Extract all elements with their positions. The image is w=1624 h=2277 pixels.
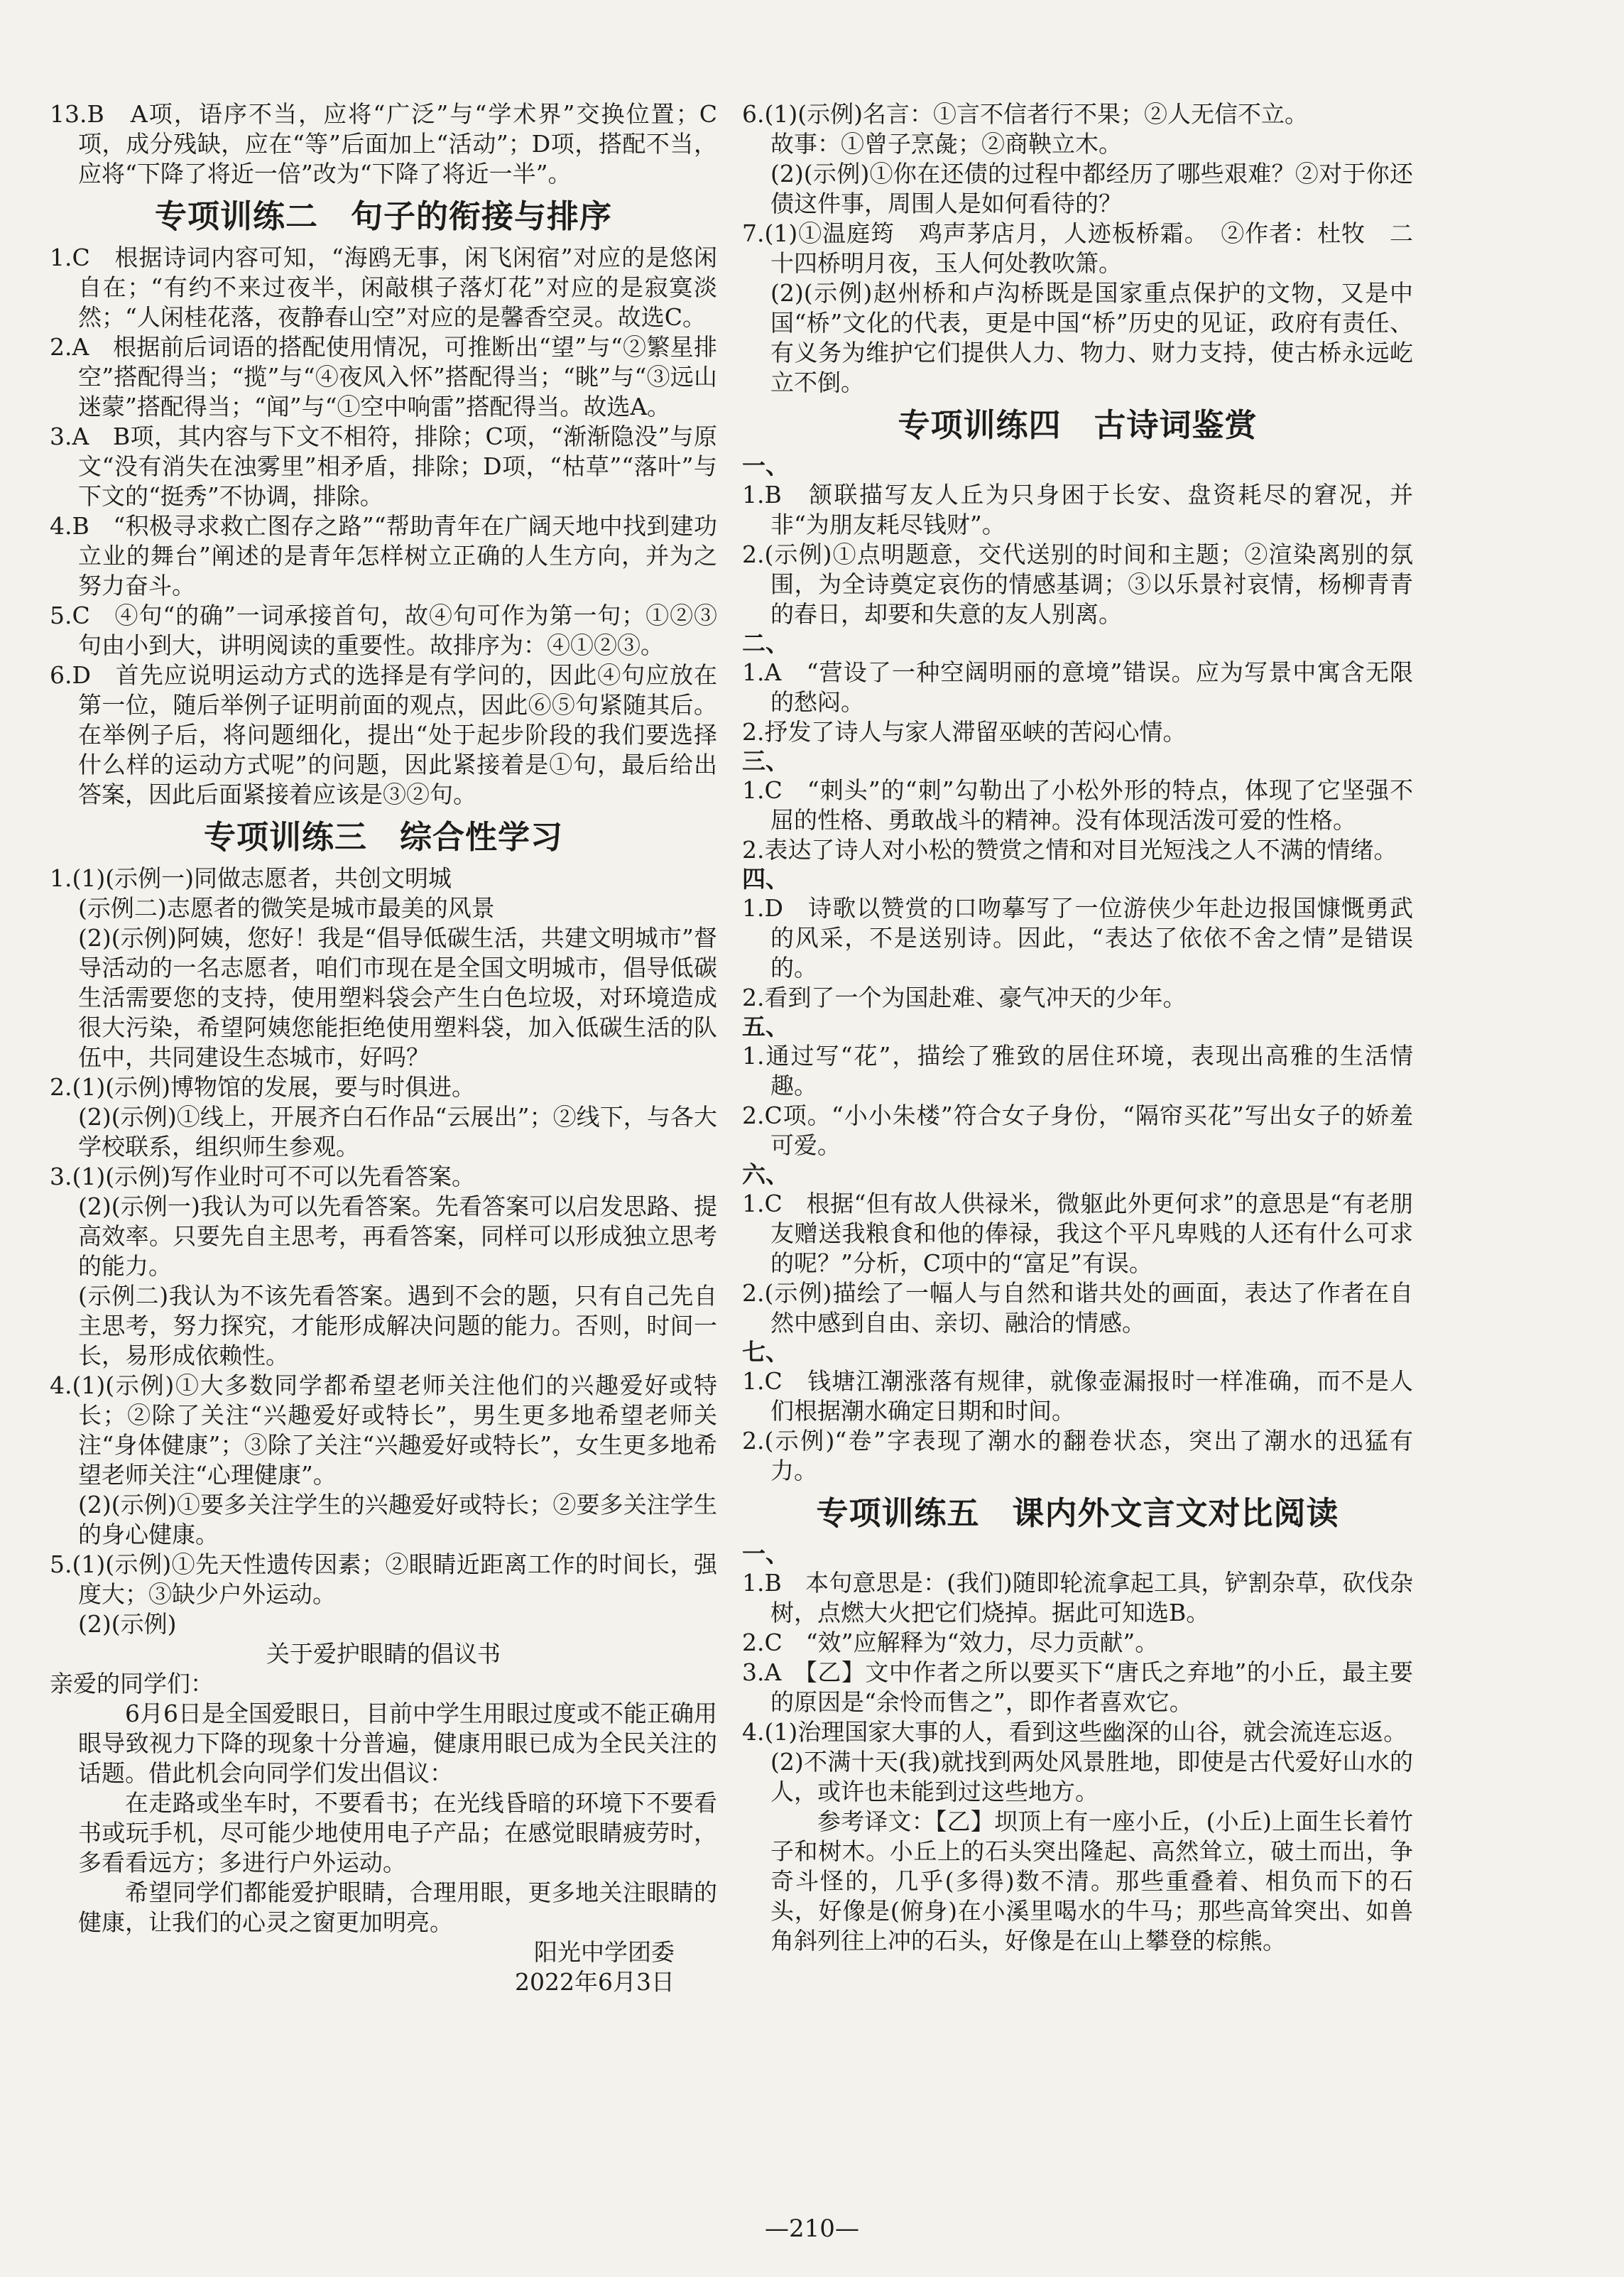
sub-section-label: 七、 — [742, 1338, 789, 1366]
sub-section-label: 三、 — [742, 747, 789, 775]
answer-item: 2.C “效”应解释为“效力，尽力贡献”。 — [742, 1629, 1159, 1656]
answer-item: 1.C “刺头”的“刺”勾勒出了小松外形的特点，体现了它坚强不屈的性格、勇敢战斗的精神。没有体现活泼可爱的性格。 — [742, 776, 1413, 834]
section-heading-2: 专项训练二 句子的衔接与排序 — [154, 197, 612, 235]
section-heading-3: 专项训练三 综合性学习 — [203, 818, 563, 856]
section-4-answers — [742, 452, 1413, 1486]
answer-item: 1.D 诗歌以赞赏的口吻摹写了一位游侠少年赴边报国慷慨勇武的风采，不是送别诗。因此，“表达了依依不舍之情”是错误的。 — [742, 894, 1413, 982]
answer-item: 1.B 本句意思是：(我们)随即轮流拿起工具，铲割杂草，砍伐杂树，点燃大火把它们烧掉。据此可知选B。 — [742, 1569, 1413, 1626]
answer-item: 2.抒发了诗人与家人滞留巫峡的苦闷心情。 — [742, 718, 1187, 746]
sub-section-label: 一、 — [742, 1540, 789, 1567]
answer-item: 3.A 【乙】文中作者之所以要买下“唐氏之弃地”的小丘，最主要的原因是“余怜而售之”，即作者喜欢它。 — [742, 1658, 1413, 1716]
page-number: —210— — [765, 2214, 859, 2243]
answer-item: (2)(示例)①线上，开展齐白石作品“云展出”；②线下，与各大学校联系，组织师生参观。 — [78, 1103, 717, 1161]
answer-13-block — [50, 99, 717, 189]
answer-item: 2.(示例)描绘了一幅人与自然和谐共处的画面，表达了作者在自然中感到自由、亲切、融洽的情感。 — [742, 1279, 1413, 1337]
sub-section-label: 二、 — [742, 629, 789, 657]
answer-item: 3.A B项，其内容与下文不相符，排除；C项，“渐渐隐没”与原文“没有消失在浊雾里”相矛盾，排除；D项，“枯草”“落叶”与下文的“挺秀”不协调，排除。 — [50, 423, 717, 510]
letter-body — [50, 1699, 717, 1938]
section-heading-5: 专项训练五 课内外文言文对比阅读 — [816, 1494, 1339, 1532]
answer-item: 2.表达了诗人对小松的赞赏之情和对目光短浅之人不满的情绪。 — [742, 836, 1397, 864]
answer-item: 1.C 钱塘江潮涨落有规律，就像壶漏报时一样准确，而不是人们根据潮水确定日期和时间。 — [742, 1367, 1413, 1425]
answer-item: 4.(1)(示例)①大多数同学都希望老师关注他们的兴趣爱好或特长；②除了关注“兴趣爱好或特长”，男生更多地希望老师关注“身体健康”；③除了关注“兴趣爱好或特长”，女生更多地希望老师关注“心理健康”。 — [50, 1371, 717, 1489]
answer-item: 1.B 颔联描写友人丘为只身困于长安、盘资耗尽的窘况，并非“为朋友耗尽钱财”。 — [742, 481, 1413, 538]
answer-item: 2.看到了一个为国赴难、豪气冲天的少年。 — [742, 984, 1187, 1011]
answer-item: 4.B “积极寻求救亡图存之路”“帮助青年在广阔天地中找到建功立业的舞台”阐述的是青年怎样树立正确的人生方向，并为之努力奋斗。 — [50, 512, 717, 599]
letter-greeting: 亲爱的同学们： — [50, 1670, 214, 1697]
answer-item: 故事：①曾子烹彘；②商鞅立木。 — [770, 130, 1122, 158]
section-3-answers-continued — [742, 99, 1413, 398]
answer-item: 1.通过写“花”，描绘了雅致的居住环境，表现出高雅的生活情趣。 — [742, 1042, 1413, 1099]
answer-item: 1.C 根据诗词内容可知，“海鸥无事，闲飞闲宿”对应的是悠闲自在；“有约不来过夜半，闲敲棋子落灯花”对应的是寂寞淡然；“人闲桂花落，夜静春山空”对应的是馨香空灵。故选C。 — [50, 244, 717, 331]
section-5-answers — [742, 1540, 1413, 1956]
answer-item: (示例二)我认为不该先看答案。遇到不会的题，只有自己先自主思考，努力探究，才能形成解决问题的能力。否则，时间一长，易形成依赖性。 — [78, 1282, 717, 1369]
sub-section-label: 一、 — [742, 452, 789, 479]
section-3-answers — [50, 864, 717, 1639]
sub-section-label: 四、 — [742, 865, 789, 893]
answer-item: 2.(1)(示例)博物馆的发展，要与时俱进。 — [50, 1073, 475, 1101]
answer-item: (2)(示例)①你在还债的过程中都经历了哪些艰难？②对于你还债这件事，周围人是如何看待的？ — [770, 160, 1413, 217]
letter-date: 2022年6月3日 — [515, 1968, 675, 1996]
answer-item: 1.C 根据“但有故人供禄米，微躯此外更何求”的意思是“有老朋友赠送我粮食和他的俸禄，我这个平凡卑贱的人还有什么可求的呢？”分析，C项中的“富足”有误。 — [742, 1190, 1413, 1277]
answer-item: 2.(示例)“卷”字表现了潮水的翻卷状态，突出了潮水的迅猛有力。 — [742, 1427, 1413, 1484]
answer-item: 6.D 首先应说明运动方式的选择是有学问的，因此④句应放在第一位，随后举例子证明前面的观点，因此⑥⑤句紧随其后。在举例子后，将问题细化，提出“处于起步阶段的我们要选择什么样的运动方式呢”的问题，因此紧接着是①句，最后给出答案，因此后面紧接着应该是③②句。 — [50, 661, 717, 808]
right-column — [742, 99, 1413, 1956]
answer-item: (示例二)志愿者的微笑是城市最美的风景 — [78, 894, 495, 922]
answer-item: 1.A “营设了一种空阔明丽的意境”错误。应为写景中寓含无限的愁闷。 — [742, 658, 1413, 716]
answer-item: 希望同学们都能爱护眼睛，合理用眼，更多地关注眼睛的健康，让我们的心灵之窗更加明亮。 — [78, 1879, 717, 1936]
sub-section-label: 六、 — [742, 1161, 789, 1188]
answer-item: 7.(1)①温庭筠 鸡声茅店月，人迹板桥霜。 ②作者：杜牧 二十四桥明月夜，玉人何处教吹箫。 — [742, 219, 1413, 277]
answer-item: (2)不满十天(我)就找到两处风景胜地，即使是古代爱好山水的人，或许也未能到过这些地方。 — [770, 1748, 1413, 1805]
answer-item: 在走路或坐车时，不要看书；在光线昏暗的环境下不要看书或玩手机，尽可能少地使用电子产品；在感觉眼睛疲劳时，多看看远方；多进行户外运动。 — [78, 1789, 717, 1876]
section-2-answers — [50, 243, 717, 810]
answer-item: 1.(1)(示例一)同做志愿者，共创文明城 — [50, 864, 452, 892]
answer-item: (2)(示例)阿姨，您好！我是“倡导低碳生活，共建文明城市”督导活动的一名志愿者，咱们市现在是全国文明城市，倡导低碳生活需要您的支持，使用塑料袋会产生白色垃圾，对环境造成很大污染，希望阿姨您能拒绝使用塑料袋，加入低碳生活的队伍中，共同建设生态城市，好吗？ — [78, 924, 717, 1071]
answer-item: (2)(示例)①要多关注学生的兴趣爱好或特长；②要多关注学生的身心健康。 — [78, 1491, 717, 1548]
answer-item: 2.C项。“小小朱楼”符合女子身份，“隔帘买花”写出女子的娇羞可爱。 — [742, 1102, 1413, 1159]
section-heading-4: 专项训练四 古诗词鉴赏 — [898, 406, 1258, 444]
answer-item: (2)(示例) — [78, 1610, 177, 1638]
left-column — [50, 99, 717, 1997]
answer-item: 3.(1)(示例)写作业时可不可以先看答案。 — [50, 1163, 475, 1190]
answer-item: (2)(示例一)我认为可以先看答案。先看答案可以启发思路、提高效率。只要先自主思考，再看答案，同样可以形成独立思考的能力。 — [78, 1192, 717, 1280]
letter-title: 关于爱护眼睛的倡议书 — [266, 1640, 501, 1668]
answer-item: 13.B A项，语序不当，应将“广泛”与“学术界”交换位置；C项，成分残缺，应在“等”后面加上“活动”；D项，搭配不当，应将“下降了将近一倍”改为“下降了将近一半”。 — [50, 100, 717, 188]
answer-item: 5.C ④句“的确”一词承接首句，故④句可作为第一句；①②③句由小到大，讲明阅读的重要性。故排序为：④①②③。 — [50, 602, 717, 659]
answer-item: 5.(1)(示例)①先天性遗传因素；②眼睛近距离工作的时间长，强度大；③缺少户外运动。 — [50, 1550, 717, 1608]
answer-item: 6月6日是全国爱眼日，目前中学生用眼过度或不能正确用眼导致视力下降的现象十分普遍，健康用眼已成为全民关注的话题。借此机会向同学们发出倡议： — [78, 1700, 717, 1787]
answer-item: 2.A 根据前后词语的搭配使用情况，可推断出“望”与“②繁星排空”搭配得当；“揽”与“④夜风入怀”搭配得当；“眺”与“③远山迷蒙”搭配得当；“闻”与“①空中响雷”搭配得当。故选A。 — [50, 333, 717, 420]
answer-item: 2.(示例)①点明题意，交代送别的时间和主题；②渲染离别的氛围，为全诗奠定哀伤的情感基调；③以乐景衬哀情，杨柳青青的春日，却要和失意的友人别离。 — [742, 540, 1413, 628]
answer-item: 6.(1)(示例)名言：①言不信者行不果；②人无信不立。 — [742, 100, 1308, 128]
sub-section-label: 五、 — [742, 1013, 789, 1040]
letter-signature: 阳光中学团委 — [534, 1938, 675, 1966]
answer-item: 参考译文：【乙】坝顶上有一座小丘，(小丘)上面生长着竹子和树木。小丘上的石头突出隆起、高然耸立，破土而出，争奇斗怪的，几乎(多得)数不清。那些重叠着、相负而下的石头，好像是(俯身)在小溪里喝水的牛马；那些高耸突出、如兽角斜列往上冲的石头，好像是在山上攀登的棕熊。 — [770, 1808, 1413, 1955]
answer-item: 4.(1)治理国家大事的人，看到这些幽深的山谷，就会流连忘返。 — [742, 1718, 1407, 1746]
answer-item: (2)(示例)赵州桥和卢沟桥既是国家重点保护的文物，又是中国“桥”文化的代表，更是中国“桥”历史的见证，政府有责任、有义务为维护它们提供人力、物力、财力支持，使古桥永远屹立不倒。 — [770, 279, 1413, 396]
